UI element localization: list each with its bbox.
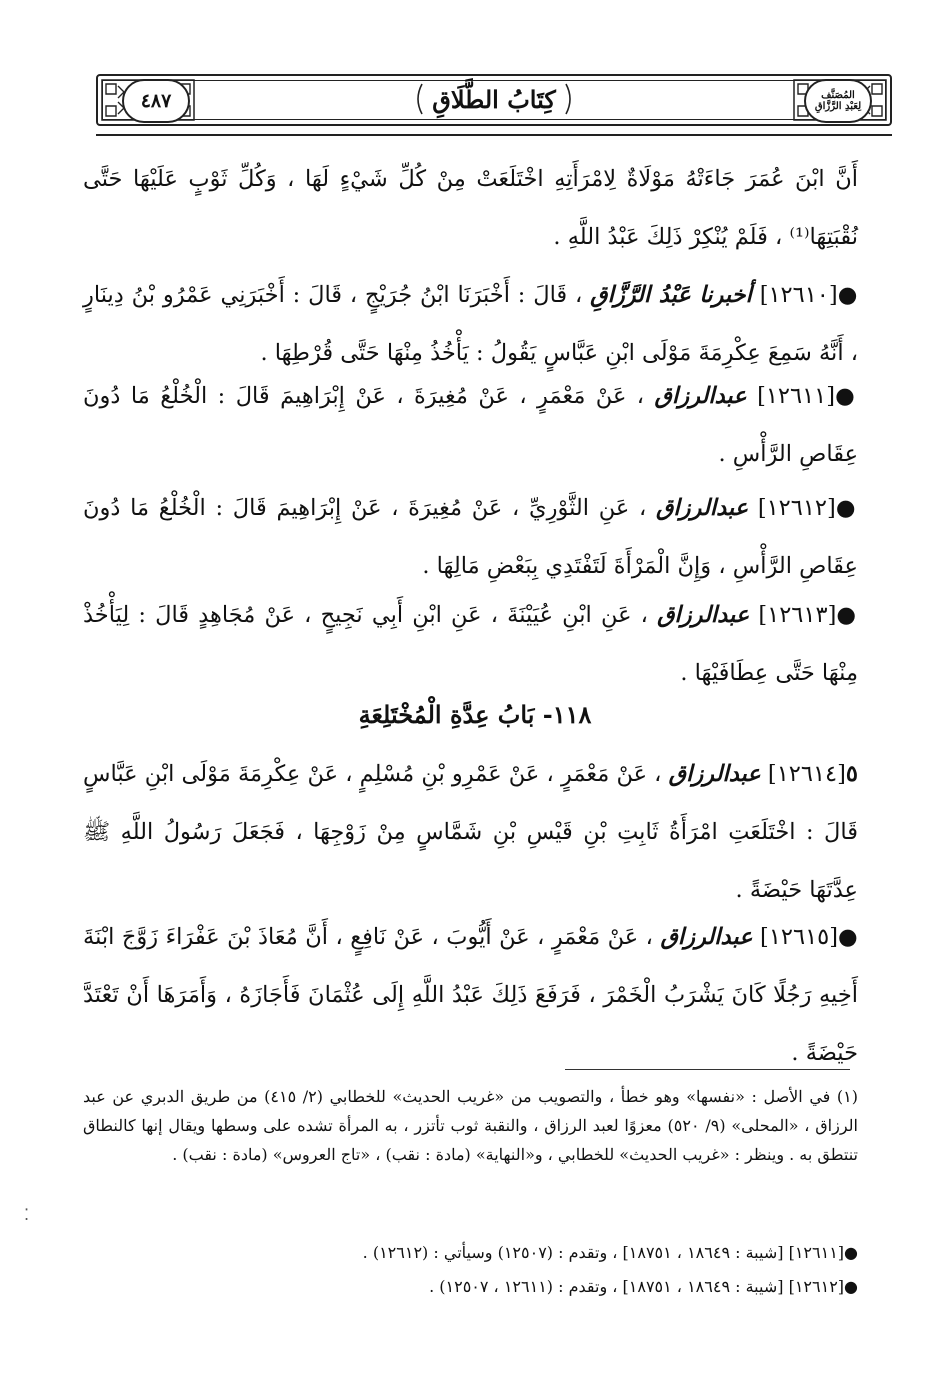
emblem-line-2: لِعَبْدِ الرَّزَّاقِ	[814, 101, 862, 112]
hadith-number: [١٢٦١٠]	[759, 282, 838, 308]
hadith-number: [١٢٦١٥]	[760, 924, 839, 950]
hadith-text: ، عَنِ ابْنِ عُيَيْنَةَ ، عَنِ ابْنِ أَبِي نَجِيحٍ ، عَنْ مُجَاهِدٍ قَالَ : لِيَأْخُذْ مِنْهَا حَتَّى عِطَافَيْهَا .	[83, 602, 858, 686]
footnote-takhrij-12612	[83, 1272, 858, 1301]
hadith-text: ، عَنْ مَعْمَرٍ ، عَنْ أَيُّوبَ ، عَنْ نَافِعٍ ، أَنَّ مُعَاذَ بْنَ عَفْرَاءَ زَوَّجَ ابْنَةَ أَخِيهِ رَجُلًا كَانَ يَشْرَبُ الْخَمْرَ ، فَرَفَعَ ذَلِكَ عَبْدُ اللَّهِ إِلَى عُثْمَانَ فَأَجَازَهُ ، وَأَمَرَهَا أَنْ تَعْتَدَّ حَيْضَةً .	[83, 924, 858, 1066]
hadith-number: [١٢٦١٣]	[758, 602, 837, 628]
running-title: كِتَابُ الطَّلَاقِ	[432, 84, 556, 114]
bullet-marker: ●	[838, 924, 859, 950]
book-emblem	[804, 79, 872, 123]
hadith-number: [١٢٦١٤]	[767, 761, 846, 787]
hadith-12614	[83, 745, 858, 919]
hadith-text: ، عَنْ مَعْمَرٍ ، عَنْ عَمْرِو بْنِ مُسْلِمٍ ، عَنْ عِكْرِمَةَ مَوْلَى ابْنِ عَبَّاسٍ قَالَ : اخْتَلَعَتِ امْرَأَةُ ثَابِتِ بْنِ قَيْسِ بْنِ شَمَّاسٍ مِنْ زَوْجِهَا ، فَجَعَلَ رَسُولُ اللَّهِ ﷺ عِدَّتَهَا حَيْضَةً .	[83, 761, 858, 903]
narrator-name: عبدالرزاق	[654, 383, 747, 409]
hadith-number: [١٢٦١١]	[757, 383, 836, 409]
chapter-heading: ١١٨- بَابُ عِدَّةِ الْمُخْتَلِعَةِ	[358, 700, 592, 729]
footnote-separator	[565, 1069, 850, 1070]
hadith-12615	[83, 908, 858, 1082]
bullet-marker: ●	[844, 1243, 858, 1262]
takhrij-text: [١٢٦١١] [شيبة : ١٨٦٤٩ ، ١٨٧٥١] ، وتقدم : (١٢٥٠٧) وسيأتي : (١٢٦١٢) .	[362, 1243, 845, 1262]
hadith-text: ، قَالَ : أَخْبَرَنَا ابْنُ جُرَيْجٍ ، قَالَ : أَخْبَرَنِي عَمْرُو بْنُ دِينَارٍ ، أَنَّهُ سَمِعَ عِكْرِمَةَ مَوْلَى ابْنِ عَبَّاسٍ يَقُولُ : يَأْخُذُ مِنْهَا حَتَّى قُرْطِهَا .	[83, 282, 858, 366]
bullet-marker: ●	[844, 1277, 858, 1296]
page-header	[96, 74, 892, 126]
takhrij-text: [١٢٦١٢] [شيبة : ١٨٦٤٩ ، ١٨٧٥١] ، وتقدم : (١٢٦١١ ، ١٢٥٠٧) .	[429, 1277, 845, 1296]
hadith-12612	[83, 479, 858, 595]
page-number: ٤٨٧	[122, 79, 190, 123]
hadith-12611	[83, 367, 858, 483]
bullet-marker: ●	[835, 383, 858, 409]
narrator-name: أخبرنا عَبْدُ الرَّزَّاقِ	[590, 282, 752, 308]
hadith-text: ، عَنِ الثَّوْرِيِّ ، عَنْ مُغِيرَةَ ، عَنْ إِبْرَاهِيمَ قَالَ : الْخُلْعُ مَا دُونَ عِقَاصِ الرَّأْسِ ، وَإِنَّ الْمَرْأَةَ لَتَفْتَدِي بِبَعْضِ مَالِهَا .	[83, 495, 858, 579]
hadith-12610	[83, 266, 858, 382]
hadith-text: ، عَنْ مَعْمَرٍ ، عَنْ مُغِيرَةَ ، عَنْ إِبْرَاهِيمَ قَالَ : الْخُلْعُ مَا دُونَ عِقَاصِ الرَّأْسِ .	[83, 383, 858, 467]
bullet-marker: ●	[836, 602, 858, 628]
emblem-line-1: المُصَنَّف	[821, 90, 855, 101]
circle-marker: ٥	[845, 761, 858, 787]
footnote-takhrij-12611	[83, 1238, 858, 1267]
margin-specks: ⁚	[24, 1205, 30, 1224]
narrator-name: عبدالرزاق	[655, 495, 749, 521]
narrator-name: عبدالرزاق	[657, 602, 750, 628]
footnote-1: (١) في الأصل : «نفسها» وهو خطأ ، والتصويب من «غريب الحديث» للخطابي (٢/ ٤١٥) من طريق الدبري عن عبد الرزاق ، «المحلى» (٩/ ٥٢٠) معزوًا لعبد الرزاق ، والنقبة ثوب تأتزر ، به المرأة تشده على وسطها ويقال إنها كالنطاق تنتطق به . وينظر : «غريب الحديث» للخطابي ، و«النهاية» (مادة : نقب) ، «تاج العروس» (مادة : نقب) .	[83, 1087, 859, 1164]
hadith-number: [١٢٦١٢]	[757, 495, 836, 521]
narrator-name: عبدالرزاق	[660, 924, 753, 950]
narrator-name: عبدالرزاق	[668, 761, 761, 787]
bullet-marker: ●	[835, 495, 858, 521]
paragraph-continuation: أَنَّ ابْنَ عُمَرَ جَاءَتْهُ مَوْلَاةٌ لِامْرَأَتِهِ اخْتَلَعَتْ مِنْ كُلِّ شَيْءٍ لَهَا ، وَكُلِّ ثَوْبٍ عَلَيْهَا حَتَّى نُقْبَتِهَا⁽¹⁾ ، فَلَمْ يُنْكِرْ ذَلِكَ عَبْدُ اللَّهِ .	[83, 166, 858, 250]
bullet-marker: ●	[837, 282, 859, 308]
hadith-12613	[83, 586, 858, 702]
header-rule	[96, 134, 892, 136]
